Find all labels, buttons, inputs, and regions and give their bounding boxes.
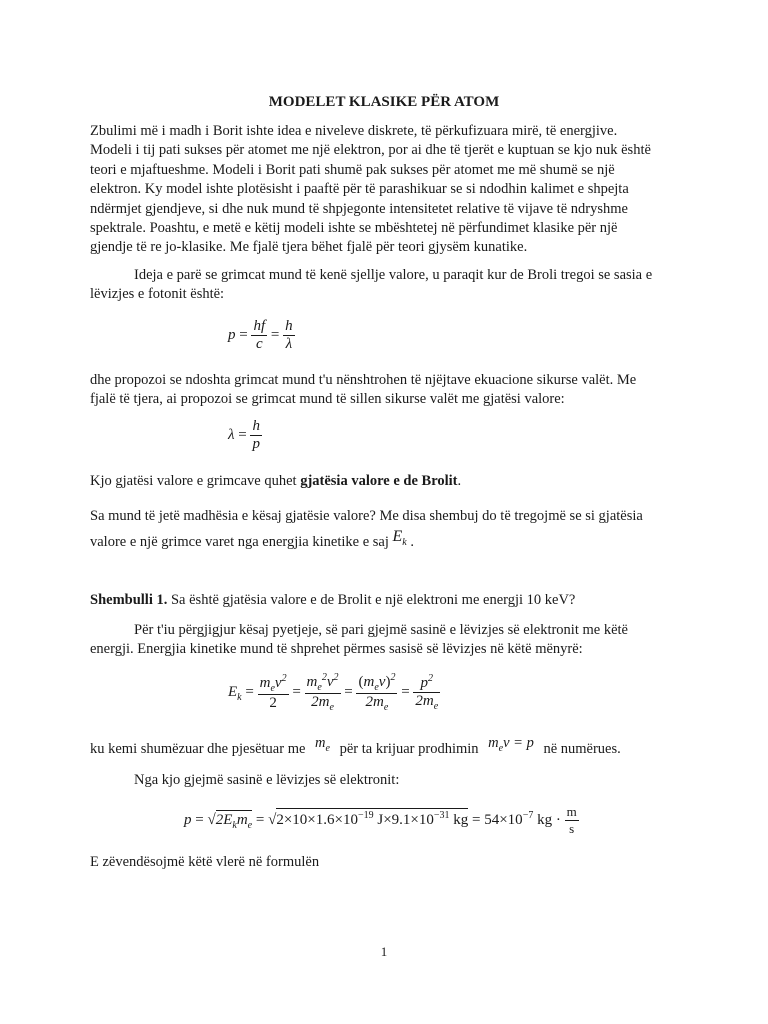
text-line: E zëvendësojmë këtë vlerë në formulën bbox=[90, 854, 320, 870]
text-segment: për ta krijuar prodhimin bbox=[339, 741, 479, 757]
text-line: gjendje të re jo-klasike. Me fjalë tjera bëhet fjalë për teori gjysëm kunatike. bbox=[90, 239, 528, 256]
example-paragraph bbox=[90, 591, 680, 610]
text-line: valore e një grimce varet nga energjia kinetike e saj $E_k$ . bbox=[90, 528, 414, 550]
intro-paragraph bbox=[90, 122, 680, 258]
text-segment: ku kemi shumëzuar dhe pjesëtuar me bbox=[90, 741, 306, 757]
text-line: energji. Energjia kinetike mund të shprehet përmes sasisë së lëvizjes në këtë mënyrë: bbox=[90, 641, 583, 658]
text-line: Zbulimi më i madh i Borit ishte idea e niveleve diskrete, të përkufizuara mirë, të energjive. bbox=[90, 123, 618, 139]
text-segment: . bbox=[457, 473, 462, 489]
page-number: 1 bbox=[380, 944, 388, 959]
example-question: Sa është gjatësia valore e de Brolit e një elektroni me energji 10 keV? bbox=[167, 592, 576, 608]
text-line: Nga kjo gjejmë sasinë e lëvizjes së elektronit: bbox=[134, 772, 400, 788]
bold-term: gjatësia valore e de Brolit bbox=[300, 473, 458, 489]
page-title: MODELET KLASIKE PËR ATOM bbox=[268, 94, 500, 110]
wavelength-equation: λ = $\frac{h}{p}$ bbox=[228, 418, 260, 452]
text-segment: në numërues. bbox=[543, 741, 621, 757]
text-line: Sa mund të jetë madhësia e kësaj gjatësie valore? Me disa shembuj do të tregojmë se si gjatësia bbox=[90, 508, 643, 524]
debroglie-paragraph bbox=[90, 266, 680, 305]
text-line: Ideja e parë se grimcat mund të kenë sjellje valore, u paraqit kur de Broli tregoi se sasia e bbox=[134, 267, 653, 283]
text-line: Për t'iu përgjigjur kësaj pyetjeje, së pari gjejmë sasinë e lëvizjes së elektronit me këtë bbox=[134, 622, 628, 638]
question-paragraph bbox=[90, 503, 680, 561]
text-segment: Kjo gjatësi valore e grimcave quhet bbox=[90, 473, 301, 489]
momentum-paragraph bbox=[90, 771, 680, 790]
example-label: Shembulli 1. bbox=[90, 592, 168, 608]
text-line: Modeli i tij pati sukses për atomet me një elektron, por ai dhe të tjerët e kuptuan se kjo nuk është bbox=[90, 142, 651, 159]
substitute-paragraph bbox=[90, 853, 680, 872]
text-line: elektron. Ky model ishte plotësisht i paaftë për të parashikuar se si ndodhin kalimet e shpejta bbox=[90, 181, 629, 198]
text-line: ndërmjet gjendjeve, si dhe nuk mund të shpjegonte intensitetet relative të vijave të ndryshme bbox=[90, 200, 628, 217]
proposal-paragraph bbox=[90, 371, 680, 410]
kinetic-energy-equation: $E_k$ = $\frac{m_ev^2}{2}$ = $\frac{m_e^2v^2}{2m_e}$ = $\frac{(m_ev)^2}{2m_e}$ = $\frac{p^2}{2m_e}$ bbox=[228, 672, 439, 713]
text-line: dhe propozoi se ndoshta grimcat mund t'u nënshtrohen të njëjtave ekuacione sikurse valët. Me bbox=[90, 372, 637, 388]
multiply-paragraph: ku kemi shumëzuar dhe pjesëtuar me $m_e$ për ta krijuar prodhimin $m_ev = p$ në numërues. bbox=[90, 735, 621, 757]
wavelength-name-paragraph bbox=[90, 472, 680, 491]
text-line: spektrale. Poashtu, e metë e këtij modeli ishte se mbështetej në përfundimet klasike për një bbox=[90, 220, 618, 237]
photon-momentum-equation: p = $\frac{hf}{c}$ = $\frac{h}{\lambda}$ bbox=[228, 318, 293, 352]
text-line: fjalë të tjera, ai propozoi se grimcat mund të sillen sikurse valët me gjatësi valore: bbox=[90, 391, 565, 408]
answer-paragraph bbox=[90, 621, 680, 660]
text-line: teori e mjaftueshme. Modeli i Borit pati shumë pak sukses për atomet me më shumë se një bbox=[90, 161, 615, 178]
momentum-equation: $p = √2E_km_e = √2\times 10\times 1.6\times 10^{-19}$ $J\times 9.1\times 10^{-31}$ kg = $54\times 10^{-7}$ kg · $\frac{m}{s}$ bbox=[184, 804, 577, 836]
text-line: lëvizjes e fotonit është: bbox=[90, 286, 225, 303]
